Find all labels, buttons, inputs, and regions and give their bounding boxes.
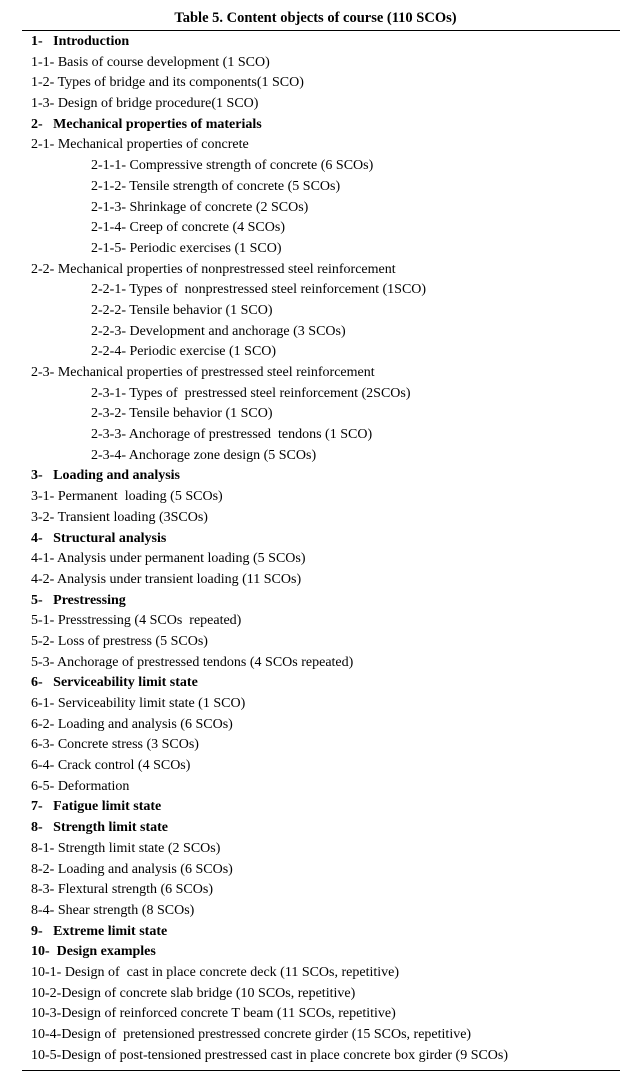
section-heading: 6- Serviceability limit state <box>31 675 198 691</box>
subsection-item: 8-1- Strength limit state (2 SCOs) <box>31 840 221 856</box>
subsection-item: 10-1- Design of cast in place concrete deck (11 SCOs, repetitive) <box>31 964 400 980</box>
subsection-item: 4-2- Analysis under transient loading (11 SCOs) <box>31 571 302 587</box>
topic-item: 2-1-1- Compressive strength of concrete (6 SCOs) <box>91 158 374 174</box>
subsection-item: 1-1- Basis of course development (1 SCO) <box>31 54 270 70</box>
section-heading: 4- Structural analysis <box>31 530 167 546</box>
table-body <box>0 32 631 1066</box>
subsection-item: 6-1- Serviceability limit state (1 SCO) <box>31 696 246 711</box>
subsection-item: 10-3-Design of reinforced concrete T beam (11 SCOs, repetitive) <box>31 1006 396 1022</box>
top-rule <box>22 30 620 31</box>
topic-item: 2-2-1- Types of nonprestressed steel reinforcement (1SCO) <box>91 282 427 298</box>
section-heading: 2- Mechanical properties of materials <box>31 116 262 132</box>
subsection-item: 1-2- Types of bridge and its components(1 SCO) <box>31 75 304 91</box>
subsection-item: 6-2- Loading and analysis (6 SCOs) <box>31 716 233 732</box>
subsection-item: 8-2- Loading and analysis (6 SCOs) <box>31 861 233 877</box>
section-heading: 10- Design examples <box>31 944 156 960</box>
topic-item: 2-3-3- Anchorage of prestressed tendons (1 SCO) <box>91 427 373 443</box>
topic-item: 2-2-2- Tensile behavior (1 SCO) <box>91 302 273 318</box>
subsection-item: 5-1- Presstressing (4 SCOs repeated) <box>31 613 242 629</box>
subsection-item: 10-5-Design of post-tensioned prestressed cast in place concrete box girder (9 SCOs) <box>31 1047 509 1063</box>
topic-item: 2-2-4- Periodic exercise (1 SCO) <box>91 344 277 360</box>
subsection-item: 3-2- Transient loading (3SCOs) <box>31 509 208 525</box>
section-heading: 8- Strength limit state <box>31 820 168 836</box>
subsection-item: 5-2- Loss of prestress (5 SCOs) <box>31 633 208 649</box>
subsection-item: 2-1- Mechanical properties of concrete <box>31 137 249 153</box>
topic-item: 2-2-3- Development and anchorage (3 SCOs) <box>91 323 346 339</box>
section-heading: 7- Fatigue limit state <box>31 799 162 815</box>
topic-item: 2-1-5- Periodic exercises (1 SCO) <box>91 240 282 256</box>
topic-item: 2-3-2- Tensile behavior (1 SCO) <box>91 406 273 422</box>
subsection-item: 8-3- Flextural strength (6 SCOs) <box>31 882 213 898</box>
subsection-item: 3-1- Permanent loading (5 SCOs) <box>31 489 223 505</box>
subsection-item: 5-3- Anchorage of prestressed tendons (4 SCOs repeated) <box>31 654 354 670</box>
subsection-item: 6-4- Crack control (4 SCOs) <box>31 758 191 774</box>
subsection-item: 1-3- Design of bridge procedure(1 SCO) <box>31 96 259 112</box>
topic-item: 2-1-4- Creep of concrete (4 SCOs) <box>91 220 285 236</box>
subsection-item: 6-3- Concrete stress (3 SCOs) <box>31 737 199 753</box>
bottom-rule <box>22 1070 620 1071</box>
topic-item: 2-1-3- Shrinkage of concrete (2 SCOs) <box>91 199 309 215</box>
subsection-item: 2-2- Mechanical properties of nonprestressed steel reinforcement <box>31 261 396 277</box>
topic-item: 2-3-4- Anchorage zone design (5 SCOs) <box>91 447 317 463</box>
subsection-item: 4-1- Analysis under permanent loading (5 SCOs) <box>31 551 306 567</box>
subsection-item: 6-5- Deformation <box>31 778 130 794</box>
subsection-item: 2-3- Mechanical properties of prestressed steel reinforcement <box>31 365 375 380</box>
topic-item: 2-3-1- Types of prestressed steel reinforcement (2SCOs) <box>91 385 411 401</box>
section-heading: 3- Loading and analysis <box>31 468 180 484</box>
table-title: Table 5. Content objects of course (110 SCOs) <box>174 10 457 26</box>
subsection-item: 8-4- Shear strength (8 SCOs) <box>31 902 195 918</box>
section-heading: 1- Introduction <box>31 34 130 49</box>
section-heading: 5- Prestressing <box>31 592 126 608</box>
subsection-item: 10-4-Design of pretensioned prestressed concrete girder (15 SCOs, repetitive) <box>31 1027 472 1042</box>
section-heading: 9- Extreme limit state <box>31 923 168 939</box>
subsection-item: 10-2-Design of concrete slab bridge (10 SCOs, repetitive) <box>31 985 356 1001</box>
topic-item: 2-1-2- Tensile strength of concrete (5 SCOs) <box>91 178 341 194</box>
